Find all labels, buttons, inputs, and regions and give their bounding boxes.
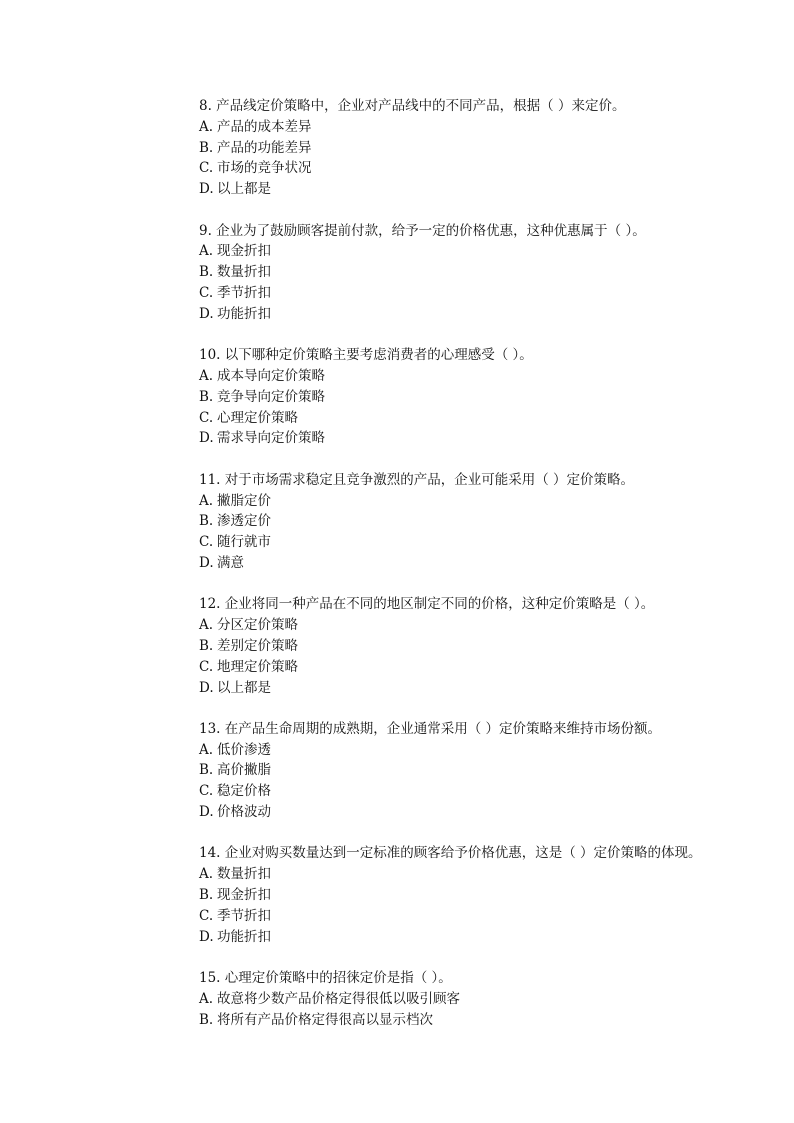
question-stem: 8. 产品线定价策略中，企业对产品线中的不同产品，根据（ ）来定价。 <box>199 98 626 114</box>
option-letter: C. <box>199 783 214 800</box>
option-text: 功能折扣 <box>217 928 271 945</box>
answer-option <box>199 864 759 885</box>
option-letter: B. <box>199 1011 214 1028</box>
answer-option <box>199 117 759 138</box>
option-text: 数量折扣 <box>217 866 271 883</box>
question-block <box>199 345 759 449</box>
answer-option <box>199 553 759 574</box>
option-text: 随行就市 <box>217 534 271 551</box>
answer-option <box>199 283 759 304</box>
option-text: 产品的功能差异 <box>217 139 312 156</box>
question-block <box>199 470 759 574</box>
option-letter: A. <box>199 866 214 883</box>
option-letter: A. <box>199 118 214 135</box>
answer-option <box>199 366 759 387</box>
option-text: 数量折扣 <box>217 264 271 281</box>
answer-option <box>199 262 759 283</box>
option-letter: D. <box>199 679 214 696</box>
option-letter: C. <box>199 907 214 924</box>
question-stem: 12. 企业将同一种产品在不同的地区制定不同的价格，这种定价策略是（ ）。 <box>199 596 655 613</box>
question-block <box>199 96 759 200</box>
option-letter: B. <box>199 887 214 904</box>
option-text: 心理定价策略 <box>217 409 298 426</box>
question-stem: 9. 企业为了鼓励顾客提前付款，给予一定的价格优惠，这种优惠属于（ ）。 <box>199 222 646 239</box>
question-stem: 14. 企业对购买数量达到一定标准的顾客给予价格优惠，这是（ ）定价策略的体现。 <box>199 845 702 862</box>
question-stem: 10. 以下哪种定价策略主要考虑消费者的心理感受（ ）。 <box>199 347 533 364</box>
option-text: 将所有产品价格定得很高以显示档次 <box>217 1011 433 1028</box>
answer-option <box>199 636 759 657</box>
option-letter: A. <box>199 617 214 634</box>
question-block <box>199 843 759 947</box>
answer-option <box>199 387 759 408</box>
option-text: 以上都是 <box>217 181 271 198</box>
answer-option <box>199 760 759 781</box>
answer-option <box>199 657 759 678</box>
option-letter: B. <box>199 139 214 156</box>
document-page <box>199 96 759 1051</box>
option-text: 地理定价策略 <box>217 658 298 675</box>
answer-option <box>199 511 759 532</box>
option-letter: B. <box>199 513 214 530</box>
answer-option <box>199 781 759 802</box>
option-letter: A. <box>199 990 214 1007</box>
option-letter: D. <box>199 928 214 945</box>
option-text: 撇脂定价 <box>217 492 271 509</box>
option-letter: A. <box>199 243 214 260</box>
question-block <box>199 719 759 823</box>
option-text: 以上都是 <box>217 679 271 696</box>
option-text: 现金折扣 <box>217 243 271 260</box>
option-text: 季节折扣 <box>217 907 271 924</box>
option-letter: A. <box>199 492 214 509</box>
option-text: 季节折扣 <box>217 284 271 301</box>
option-letter: B. <box>199 762 214 779</box>
answer-option <box>199 179 759 200</box>
option-text: 现金折扣 <box>217 887 271 904</box>
option-text: 成本导向定价策略 <box>217 367 325 384</box>
answer-option <box>199 241 759 262</box>
option-text: 功能折扣 <box>217 305 271 322</box>
option-letter: C. <box>199 658 214 675</box>
option-letter: B. <box>199 264 214 281</box>
option-text: 价格波动 <box>217 804 271 821</box>
option-text: 高价撇脂 <box>217 762 271 779</box>
answer-option <box>199 615 759 636</box>
option-letter: C. <box>199 409 214 426</box>
answer-option <box>199 304 759 325</box>
answer-option <box>199 532 759 553</box>
answer-option <box>199 158 759 179</box>
option-letter: A. <box>199 741 214 758</box>
answer-option <box>199 428 759 449</box>
question-block <box>199 221 759 325</box>
option-letter: C. <box>199 160 214 177</box>
answer-option <box>199 927 759 948</box>
option-letter: B. <box>199 637 214 654</box>
option-text: 渗透定价 <box>217 513 271 530</box>
option-text: 稳定价格 <box>217 783 271 800</box>
answer-option <box>199 1010 759 1031</box>
option-text: 竞争导向定价策略 <box>217 388 325 405</box>
answer-option <box>199 740 759 761</box>
answer-option <box>199 491 759 512</box>
answer-option <box>199 408 759 429</box>
option-text: 市场的竞争状况 <box>217 160 312 177</box>
question-stem: 15. 心理定价策略中的招徕定价是指（ ）。 <box>199 970 452 987</box>
option-text: 产品的成本差异 <box>217 118 312 135</box>
option-letter: D. <box>199 554 214 571</box>
answer-option <box>199 138 759 159</box>
option-text: 满意 <box>217 554 244 571</box>
question-stem: 13. 在产品生命周期的成熟期，企业通常采用（ ）定价策略来维持市场份额。 <box>199 720 662 737</box>
question-stem: 11. 对于市场需求稳定且竞争激烈的产品，企业可能采用（ ）定价策略。 <box>199 471 635 488</box>
answer-option <box>199 678 759 699</box>
option-letter: D. <box>199 804 214 821</box>
option-text: 分区定价策略 <box>217 617 298 634</box>
option-letter: C. <box>199 534 214 551</box>
option-text: 低价渗透 <box>217 741 271 758</box>
option-letter: D. <box>199 430 214 447</box>
option-letter: C. <box>199 284 214 301</box>
answer-option <box>199 802 759 823</box>
question-block <box>199 594 759 698</box>
option-letter: B. <box>199 388 214 405</box>
option-letter: A. <box>199 367 214 384</box>
answer-option <box>199 989 759 1010</box>
option-letter: D. <box>199 181 214 198</box>
option-text: 需求导向定价策略 <box>217 430 325 447</box>
answer-option <box>199 906 759 927</box>
option-text: 故意将少数产品价格定得很低以吸引顾客 <box>217 990 460 1007</box>
question-block <box>199 968 759 1030</box>
option-text: 差别定价策略 <box>217 637 298 654</box>
option-letter: D. <box>199 305 214 322</box>
answer-option <box>199 885 759 906</box>
